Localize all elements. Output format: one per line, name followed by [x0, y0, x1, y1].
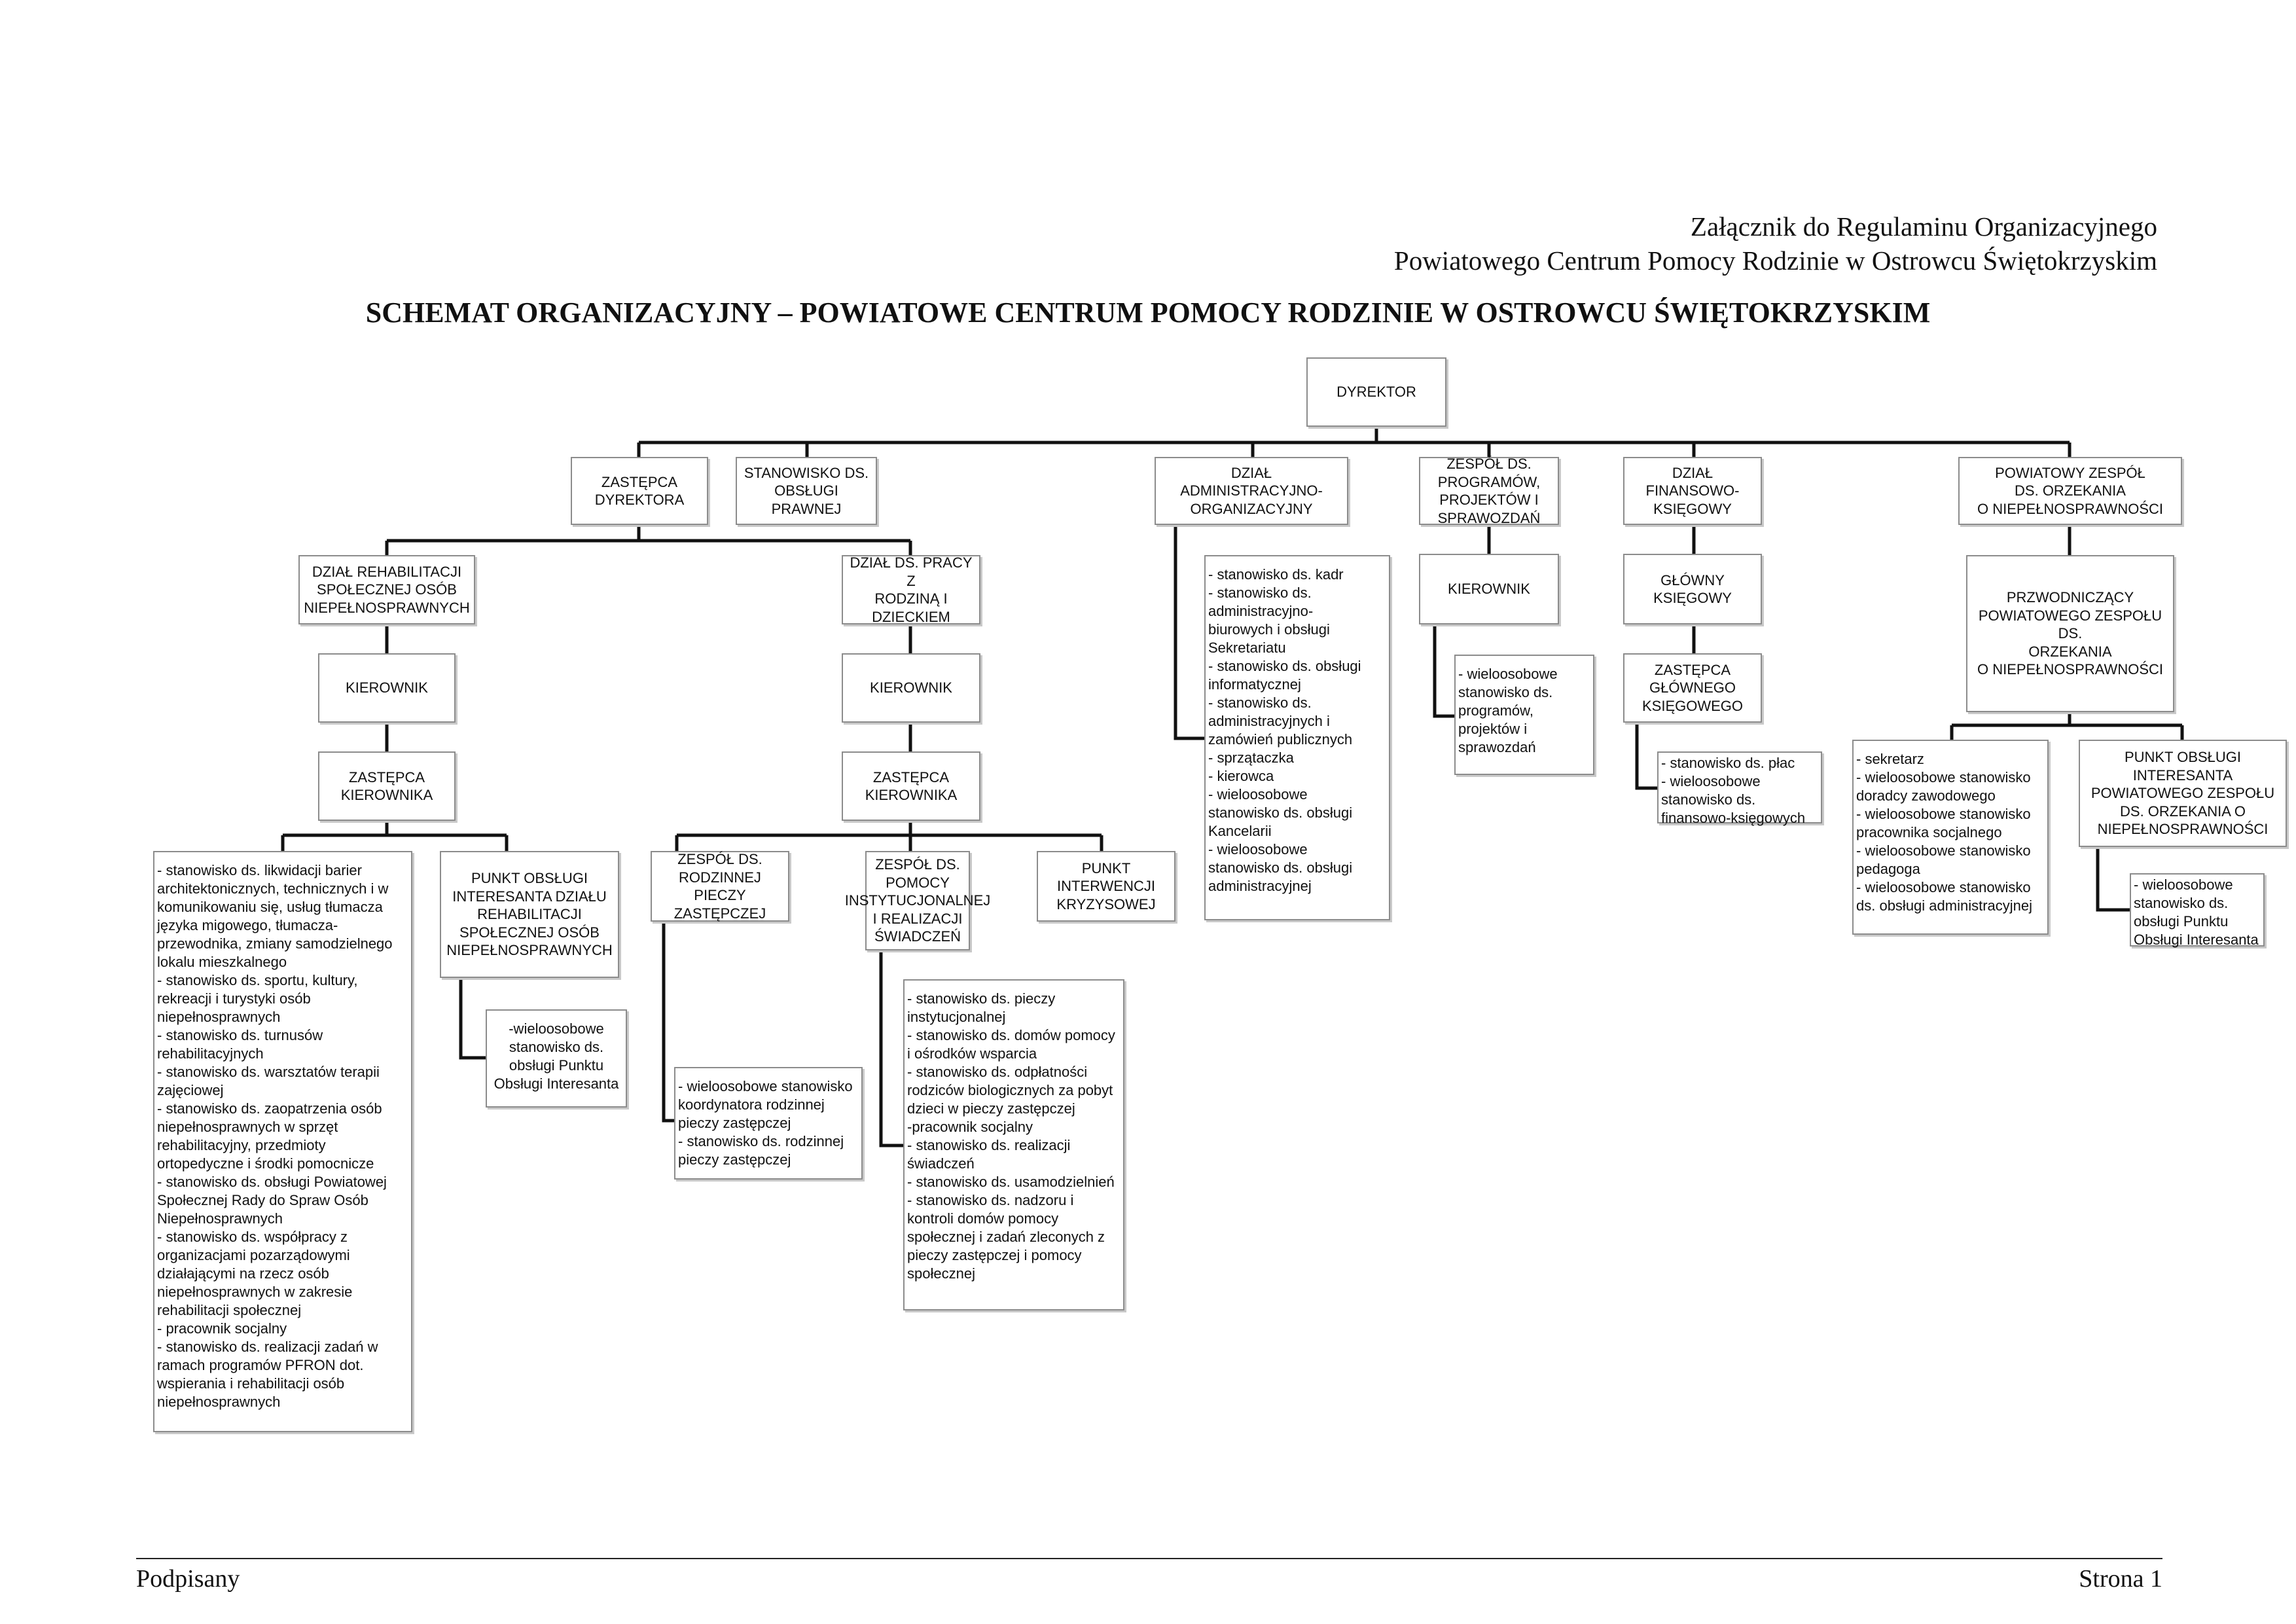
node-punkt-obslugi-interesanta-orzekania: PUNKT OBSŁUGI INTERESANTA POWIATOWEGO ZESPOŁU DS. ORZEKANIA O NIEPEŁNOSPRAWNOŚCI — [2079, 740, 2287, 847]
node-kierownik-rehabilitacji: KIEROWNIK — [318, 653, 456, 723]
node-kierownik-rodzina: KIEROWNIK — [842, 653, 980, 723]
list-item: - stanowisko ds. likwidacji barier architektonicznych, technicznych i w komunikowaniu się, usług tłumacza języka migowego, tłumacza- przewodnika, zmiany samodzielnego lokalu mieszkalnego — [157, 862, 393, 970]
list-item: - stanowisko ds. domów pomocy i ośrodków wsparcia — [907, 1027, 1115, 1062]
list-programy — [1454, 655, 1594, 775]
node-zespol-programow: ZESPÓŁ DS. PROGRAMÓW, PROJEKTÓW I SPRAWOZDAŃ — [1419, 457, 1559, 525]
list-item: - stanowisko ds. obsługi Powiatowej Społecznej Rady do Spraw Osób Niepełnosprawnych — [157, 1174, 387, 1227]
list-item: - stanowisko ds. nadzoru i kontroli domów pomocy społecznej i zadań zleconych z pieczy zastępczej i pomocy społecznej — [907, 1192, 1105, 1282]
list-item: - stanowisko ds. odpłatności rodziców biologicznych za pobyt dzieci w pieczy zastępczej — [907, 1064, 1113, 1117]
list-item: - wieloosobowe stanowisko pedagoga — [1856, 842, 2031, 877]
list-punkt-orzekania — [2130, 873, 2265, 947]
node-zastepca-glownego-ksiegowego: ZASTĘPCA GŁÓWNEGO KSIĘGOWEGO — [1623, 653, 1762, 723]
line-admin-list — [1175, 525, 1204, 738]
node-dzial-finansowo-ksiegowy: DZIAŁ FINANSOWO- KSIĘGOWY — [1623, 457, 1762, 525]
list-item: - wieloosobowe stanowisko ds. finansowo-księgowych — [1661, 773, 1806, 826]
line-piecza-list — [664, 922, 674, 1121]
node-zastepca-kierownika-rehabilitacji: ZASTĘPCA KIEROWNIKA — [318, 751, 456, 821]
list-item: - stanowisko ds. zaopatrzenia osób niepełnosprawnych w sprzęt rehabilitacyjny, przedmioty ortopedyczne i środki pomocnicze — [157, 1100, 382, 1172]
list-item: -pracownik socjalny — [907, 1119, 1033, 1135]
list-item: -wieloosobowe stanowisko ds. obsługi Punktu Obsługi Interesanta — [493, 1020, 619, 1092]
list-item: - stanowisko ds. administracyjno- biurowych i obsługi Sekretariatu — [1208, 585, 1330, 656]
list-item: - wieloosobowe stanowisko ds. obsługi Kancelarii — [1208, 786, 1353, 839]
list-item: - wieloosobowe stanowisko ds. obsługi administracyjnej — [1208, 841, 1353, 894]
list-item: - wieloosobowe stanowisko koordynatora rodzinnej pieczy zastępczej — [678, 1078, 853, 1131]
line-punkt-reh-list — [461, 978, 486, 1058]
list-item: - pracownik socjalny — [157, 1320, 287, 1337]
node-kierownik-programow: KIEROWNIK — [1419, 554, 1559, 624]
node-zespol-pomocy-instytucjonalnej: ZESPÓŁ DS. POMOCY INSTYTUCJONALNEJ I REALIZACJI ŚWIADCZEŃ — [865, 851, 970, 950]
attachment-line-2: Powiatowego Centrum Pomocy Rodzinie w Ostrowcu Świętokrzyskim — [1393, 245, 2157, 276]
node-dyrektor: DYREKTOR — [1306, 357, 1446, 427]
list-orzekanie — [1852, 740, 2049, 935]
footer-divider — [136, 1558, 2162, 1559]
footer-page-number: Strona 1 — [2079, 1565, 2162, 1593]
list-item: - stanowisko ds. administracyjnych i zamówień publicznych — [1208, 695, 1353, 748]
node-punkt-obslugi-interesanta-rehabilitacji: PUNKT OBSŁUGI INTERESANTA DZIAŁU REHABILITACJI SPOŁECZNEJ OSÓB NIEPEŁNOSPRAWNYCH — [440, 851, 619, 978]
node-punkt-interwencji-kryzysowej: PUNKT INTERWENCJI KRYZYSOWEJ — [1037, 851, 1175, 922]
attachment-line-1: Załącznik do Regulaminu Organizacyjnego — [1690, 211, 2157, 242]
list-item: - sekretarz — [1856, 751, 1924, 767]
list-piecza — [674, 1067, 863, 1180]
list-punkt-rehabilitacji — [486, 1009, 627, 1108]
list-finanse — [1657, 751, 1822, 826]
list-item: - stanowisko ds. rodzinnej pieczy zastępczej — [678, 1133, 844, 1168]
node-zastepca-dyrektora: ZASTĘPCA DYREKTORA — [571, 457, 708, 525]
footer-signed: Podpisany — [136, 1565, 240, 1593]
line-instyt-list — [881, 950, 903, 1146]
line-punkt-orz-list — [2098, 847, 2130, 910]
node-zastepca-kierownika-rodzina: ZASTĘPCA KIEROWNIKA — [842, 751, 980, 821]
line-zast-fin-list — [1637, 723, 1657, 788]
chart-title: SCHEMAT ORGANIZACYJNY – POWIATOWE CENTRUM POMOCY RODZINIE W OSTROWCU ŚWIĘTOKRZYSKIM — [365, 297, 1931, 329]
node-stanowisko-obslugi-prawnej: STANOWISKO DS. OBSŁUGI PRAWNEJ — [736, 457, 877, 525]
line-prog-list — [1435, 624, 1454, 716]
list-item: - wieloosobowe stanowisko ds. obsługi Punktu Obsługi Interesanta — [2134, 876, 2259, 948]
list-item: - stanowisko ds. kadr — [1208, 566, 1344, 583]
node-dzial-administracyjno-organizacyjny: DZIAŁ ADMINISTRACYJNO- ORGANIZACYJNY — [1155, 457, 1348, 525]
list-item: - stanowisko ds. realizacji świadczeń — [907, 1137, 1071, 1172]
list-item: - wieloosobowe stanowisko ds. programów, projektów i sprawozdań — [1458, 666, 1558, 755]
list-administracja — [1204, 555, 1390, 920]
node-przewodniczacy-zespolu: PRZWODNICZĄCY POWIATOWEGO ZESPOŁU DS. ORZEKANIA O NIEPEŁNOSPRAWNOŚCI — [1966, 555, 2174, 712]
node-dzial-pracy-z-rodzina: DZIAŁ DS. PRACY Z RODZINĄ I DZIECKIEM — [842, 555, 980, 624]
node-glowny-ksiegowy: GŁÓWNY KSIĘGOWY — [1623, 554, 1762, 624]
list-item: - stanowisko ds. realizacji zadań w ramach programów PFRON dot. wspierania i rehabilitacji osób niepełnosprawnych — [157, 1339, 378, 1410]
list-item: - stanowisko ds. pieczy instytucjonalnej — [907, 990, 1056, 1025]
list-item: - sprzątaczka — [1208, 749, 1294, 766]
list-item: - stanowisko ds. współpracy z organizacjami pozarządowymi działającymi na rzecz osób niepełnosprawnych w zakresie rehabilitacji społecznej — [157, 1229, 353, 1318]
list-pomoc-instytucjonalna — [903, 979, 1124, 1310]
list-item: - stanowisko ds. turnusów rehabilitacyjnych — [157, 1027, 323, 1062]
list-item: - stanowisko ds. sportu, kultury, rekreacji i turystyki osób niepełnosprawnych — [157, 972, 358, 1025]
node-dzial-rehabilitacji: DZIAŁ REHABILITACJI SPOŁECZNEJ OSÓB NIEPEŁNOSPRAWNYCH — [298, 555, 475, 624]
node-zespol-rodzinnej-pieczy: ZESPÓŁ DS. RODZINNEJ PIECZY ZASTĘPCZEJ — [651, 851, 789, 922]
list-item: - wieloosobowe stanowisko ds. obsługi administracyjnej — [1856, 879, 2033, 914]
node-powiatowy-zespol-orzekania: POWIATOWY ZESPÓŁ DS. ORZEKANIA O NIEPEŁNOSPRAWNOŚCI — [1958, 457, 2182, 525]
list-item: - wieloosobowe stanowisko doradcy zawodowego — [1856, 769, 2031, 804]
list-item: - stanowisko ds. usamodzielnień — [907, 1174, 1115, 1190]
list-rehabilitacja — [153, 851, 412, 1432]
list-item: - stanowisko ds. obsługi informatycznej — [1208, 658, 1361, 693]
list-item: - stanowisko ds. warsztatów terapii zajęciowej — [157, 1064, 380, 1098]
list-item: - stanowisko ds. płac — [1661, 755, 1795, 771]
list-item: - wieloosobowe stanowisko pracownika socjalnego — [1856, 806, 2031, 840]
list-item: - kierowca — [1208, 768, 1274, 784]
